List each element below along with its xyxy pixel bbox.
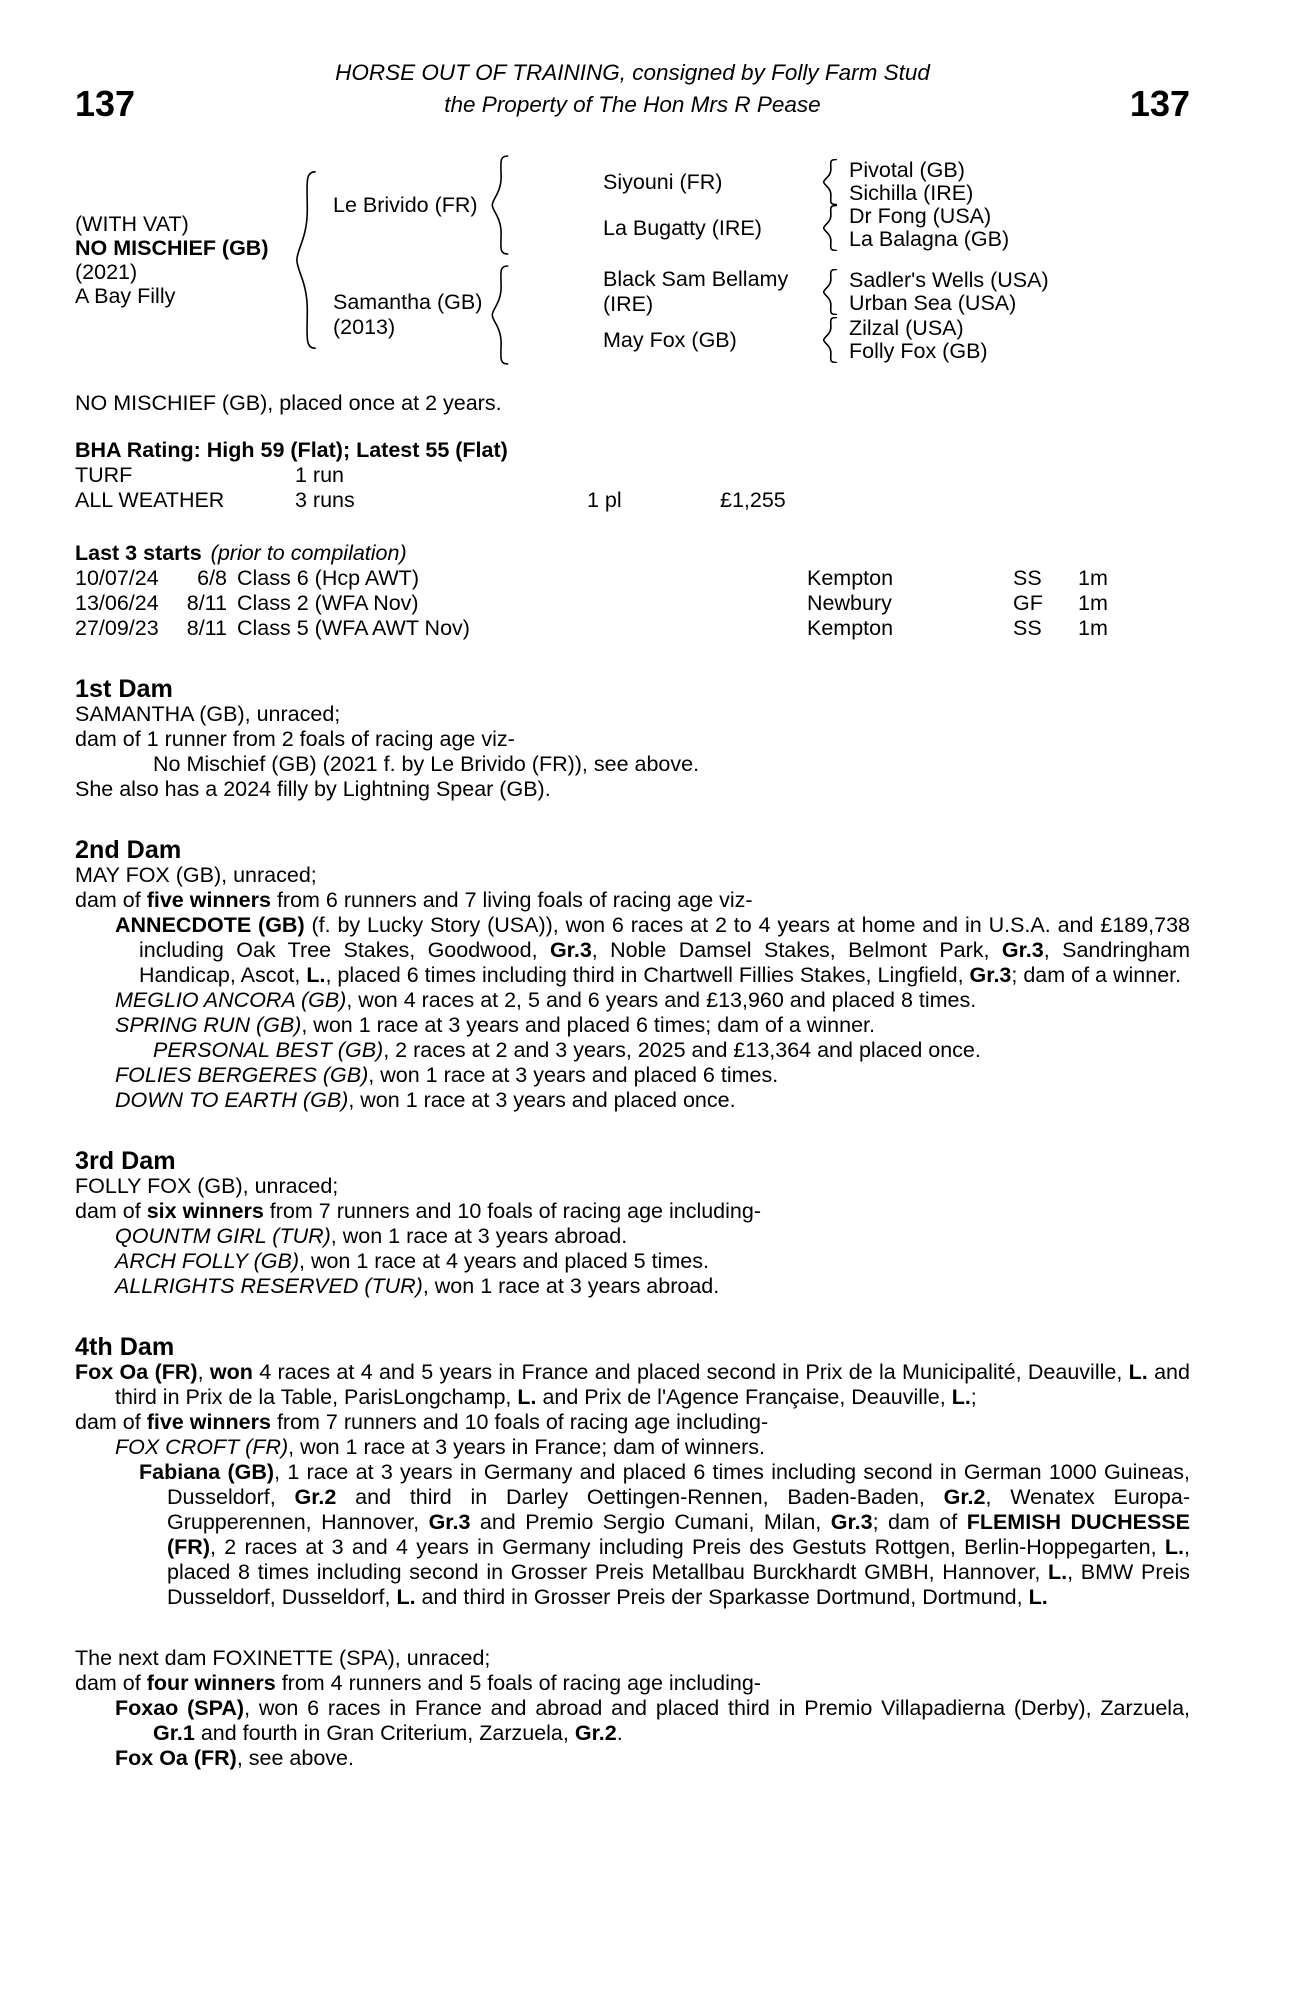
great-grandparents — [849, 159, 973, 205]
race-summary-row — [75, 463, 1190, 488]
racecourse: Kempton — [807, 566, 894, 590]
great-grandparents — [849, 317, 988, 363]
dam-section-heading: 2nd Dam — [75, 836, 182, 864]
sire-branch — [333, 155, 1049, 255]
pedigree-paragraph: dam of four winners from 4 runners and 5 foals of racing age including- — [75, 1671, 761, 1695]
dam-year: (2013) — [333, 315, 396, 339]
bha-rating: BHA Rating: High 59 (Flat); Latest 55 (Flat) — [75, 438, 508, 462]
progeny-entry: PERSONAL BEST (GB), 2 races at 2 and 3 years, 2025 and £13,364 and placed once. — [153, 1038, 981, 1062]
last-starts-subtitle: (prior to compilation) — [210, 541, 407, 565]
great-grandparents — [849, 205, 1009, 251]
dam-section-heading: 4th Dam — [75, 1333, 175, 1361]
lot-number-right: 137 — [1129, 83, 1190, 124]
surface-label: ALL WEATHER — [75, 488, 225, 512]
great-grandparent-name: Urban Sea (USA) — [849, 291, 1017, 315]
progeny-entry: QOUNTM GIRL (TUR), won 1 race at 3 years abroad. — [115, 1224, 628, 1248]
pedigree-paragraph: The next dam FOXINETTE (SPA), unraced; — [75, 1646, 491, 1670]
progeny-entry: Fabiana (GB), 1 race at 3 years in Germany and placed 6 times including second in German 1000 Guineas, Dusseldorf, Gr.2 and third in Darley Oettingen-Rennen, Baden-Baden, Gr.2, Wenatex Europa-Grupperennen, Hannover, Gr.3 and Premio Sergio Cumani, Milan, Gr.3; dam of FLEMISH DUCHESSE (FR), 2 races at 3 and 4 years in Germany including Preis des Gestuts Rottgen, Berlin-Hoppegarten, L., placed 8 times including second in Grosser Preis Metallbau Burckhardt GMBH, Hannover, L., BMW Preis Dusseldorf, Dusseldorf, L. and third in Grosser Preis der Sparkasse Dortmund, Dortmund, L. — [139, 1460, 1190, 1609]
start-date: 10/07/24 — [75, 566, 159, 590]
great-grandparent-name: Pivotal (GB) — [849, 158, 965, 182]
dam-dam-name: May Fox (GB) — [603, 327, 737, 352]
dam-dam-branch — [603, 317, 1049, 363]
finish-position: 6/8 — [197, 566, 227, 590]
places-value: 1 pl — [587, 488, 622, 512]
race-class: Class 2 (WFA Nov) — [237, 591, 419, 615]
great-grandparents — [849, 269, 1049, 315]
sire-name: Le Brivido (FR) — [333, 192, 478, 217]
pedigree-brace-small — [821, 159, 839, 205]
horse-name: NO MISCHIEF (GB) — [75, 236, 269, 260]
vat-note: (WITH VAT) — [75, 212, 189, 236]
going: SS — [1013, 616, 1042, 640]
progeny-entry: Fox Oa (FR), see above. — [115, 1746, 354, 1770]
race-record-note: NO MISCHIEF (GB), placed once at 2 years. — [75, 391, 502, 415]
horse-description: A Bay Filly — [75, 284, 176, 308]
finish-position: 8/11 — [186, 591, 227, 615]
distance: 1m — [1078, 591, 1108, 615]
race-class: Class 5 (WFA AWT Nov) — [237, 616, 470, 640]
great-grandparent-name: Dr Fong (USA) — [849, 204, 992, 228]
progeny-entry: Foxao (SPA), won 6 races in France and abroad and placed third in Premio Villapadierna (Derby), Zarzuela, Gr.1 and fourth in Gran Criterium, Zarzuela, Gr.2. — [115, 1696, 1190, 1745]
progeny-entry: DOWN TO EARTH (GB), won 1 race at 3 years and placed once. — [115, 1088, 736, 1112]
pedigree-paragraph: dam of five winners from 6 runners and 7 living foals of racing age viz- — [75, 888, 753, 912]
pedigree-subject — [75, 212, 293, 308]
racecourse: Kempton — [807, 616, 894, 640]
pedigree-brace-main — [293, 170, 319, 350]
pedigree-brace-small — [821, 317, 839, 363]
pedigree-paragraph: SAMANTHA (GB), unraced; — [75, 702, 341, 726]
great-grandparent-name: Folly Fox (GB) — [849, 339, 988, 363]
progeny-entry: ANNECDOTE (GB) (f. by Lucky Story (USA)), won 6 races at 2 to 4 years at home and in U.S.A. and £189,738 including Oak Tree Stakes, Goodwood, Gr.3, Noble Damsel Stakes, Belmont Park, Gr.3, Sandringham Handicap, Ascot, L., placed 6 times including third in Chartwell Fillies Stakes, Lingfield, Gr.3; dam of a winner. — [115, 913, 1190, 987]
dam-name-block — [333, 290, 485, 340]
foal-year: (2021) — [75, 260, 138, 284]
earnings-value: £1,255 — [720, 488, 786, 512]
sire-dam-branch — [603, 205, 1009, 251]
sire-sire-branch — [603, 159, 1009, 205]
lot-number-left: 137 — [75, 83, 136, 124]
property-line: the Property of The Hon Mrs R Pease — [444, 92, 821, 117]
sire-sire-name: Siyouni (FR) — [603, 169, 723, 194]
pedigree-paragraph: dam of six winners from 7 runners and 10 foals of racing age including- — [75, 1199, 761, 1223]
last-starts-heading — [75, 541, 1190, 566]
pedigree-table — [75, 155, 1190, 365]
finish-position: 8/11 — [186, 616, 227, 640]
start-date: 13/06/24 — [75, 591, 159, 615]
dam-sire-branch — [603, 267, 1049, 317]
start-date: 27/09/23 — [75, 616, 159, 640]
progeny-entry: SPRING RUN (GB), won 1 race at 3 years and placed 6 times; dam of a winner. — [115, 1013, 875, 1037]
runs-value: 1 run — [295, 463, 345, 487]
dam-section-heading: 3rd Dam — [75, 1147, 176, 1175]
great-grandparent-name: Zilzal (USA) — [849, 316, 964, 340]
progeny-entry: FOLIES BERGERES (GB), won 1 race at 3 years and placed 6 times. — [115, 1063, 779, 1087]
pedigree-paragraph: Fox Oa (FR), won 4 races at 4 and 5 years in France and placed second in Prix de la Municipalité, Deauville, L. and third in Prix de la Table, ParisLongchamp, L. and Prix de l'Agence Française, Deauville, L.; — [75, 1360, 1190, 1409]
dam-section-heading: 1st Dam — [75, 675, 173, 703]
last-starts-title: Last 3 starts — [75, 541, 202, 565]
last-start-row — [75, 591, 1190, 616]
progeny-entry: MEGLIO ANCORA (GB), won 4 races at 2, 5 and 6 years and £13,960 and placed 8 times. — [115, 988, 977, 1012]
dam-parents — [603, 267, 1049, 363]
pedigree-brace-sire — [489, 155, 511, 255]
pedigree-brace-small — [821, 205, 839, 251]
surface-label: TURF — [75, 463, 133, 487]
pedigree-brace-small — [821, 269, 839, 315]
progeny-entry: ARCH FOLLY (GB), won 1 race at 4 years and placed 5 times. — [115, 1249, 709, 1273]
sire-dam-name: La Bugatty (IRE) — [603, 215, 762, 240]
page-header — [75, 60, 1190, 124]
pedigree-paragraph: She also has a 2024 filly by Lightning Spear (GB). — [75, 777, 551, 801]
distance: 1m — [1078, 566, 1108, 590]
great-grandparent-name: La Balagna (GB) — [849, 227, 1010, 251]
progeny-entry: FOX CROFT (FR), won 1 race at 3 years in France; dam of winners. — [115, 1435, 765, 1459]
dam-sire-name: Black Sam Bellamy (IRE) — [603, 267, 789, 316]
distance: 1m — [1078, 616, 1108, 640]
pedigree-generation-2 — [333, 155, 1049, 365]
race-class: Class 6 (Hcp AWT) — [237, 566, 419, 590]
going: SS — [1013, 566, 1042, 590]
dam-branch — [333, 265, 1049, 365]
pedigree-paragraph: dam of five winners from 7 runners and 10 foals of racing age including- — [75, 1410, 769, 1434]
last-start-row — [75, 566, 1190, 591]
racecourse: Newbury — [807, 591, 892, 615]
pedigree-brace-dam — [489, 265, 511, 365]
pedigree-paragraph: FOLLY FOX (GB), unraced; — [75, 1174, 339, 1198]
progeny-entry: No Mischief (GB) (2021 f. by Le Brivido (FR)), see above. — [153, 752, 700, 776]
race-summary-row — [75, 488, 1190, 513]
sire-parents — [603, 159, 1009, 251]
consignment-title: HORSE OUT OF TRAINING, consigned by Folly Farm Stud — [335, 60, 930, 85]
pedigree-paragraph: dam of 1 runner from 2 foals of racing age viz- — [75, 727, 515, 751]
progeny-entry: ALLRIGHTS RESERVED (TUR), won 1 race at 3 years abroad. — [115, 1274, 720, 1298]
last-start-row — [75, 616, 1190, 641]
dam-name: Samantha (GB) — [333, 290, 483, 314]
runs-value: 3 runs — [295, 488, 355, 512]
great-grandparent-name: Sichilla (IRE) — [849, 181, 974, 205]
going: GF — [1013, 591, 1043, 615]
great-grandparent-name: Sadler's Wells (USA) — [849, 268, 1049, 292]
pedigree-paragraph: MAY FOX (GB), unraced; — [75, 863, 317, 887]
